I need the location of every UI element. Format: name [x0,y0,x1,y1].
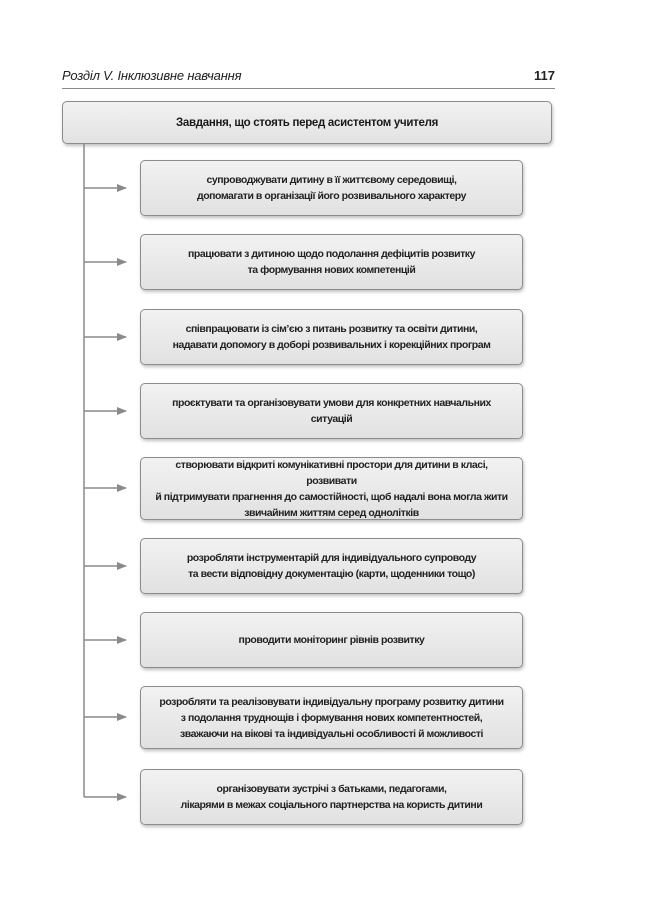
task-text: супроводжувати дитину в її життєвому середовищі, допомагати в організації його розвивального характеру [196,174,467,202]
diagram-title: Завдання, що стоять перед асистентом учителя [175,116,438,129]
task-box-6 [140,538,523,594]
task-box-1 [140,160,523,216]
task-text: проєктувати та організовувати умови для конкретних навчальних ситуацій [172,397,491,425]
task-text: створювати відкриті комунікативні простори для дитини в класі, розвивати й підтримувати прагнення до самостійності, щоб надалі вона могла жити звичайним життям серед однолітків [155,458,508,519]
task-text: розробляти та реалізовувати індивідуальну програму розвитку дитини з подолання труднощів і формування нових компетентностей, зважаючи на вікові та індивідуальні особливості й можливості [159,695,504,740]
page-number: 117 [534,68,555,83]
task-text: працювати з дитиною щодо подолання дефіцитів розвитку та формування нових компетенцій [187,248,475,276]
task-box-5 [140,457,523,520]
task-box-3 [140,309,523,365]
task-text: організовувати зустрічі з батьками, педагогами, лікарями в межах соціального партнерства на користь дитини [180,783,483,811]
task-box-8 [140,686,523,749]
section-title: Розділ V. Інклюзивне навчання [62,68,242,83]
task-box-7 [140,612,523,668]
task-text: співпрацювати із сім’єю з питань розвитку та освіти дитини, надавати допомогу в доборі розвивальних і корекційних програм [172,323,491,351]
task-text: проводити моніторинг рівнів розвитку [238,634,425,646]
task-box-9 [140,769,523,825]
task-box-4 [140,383,523,439]
task-box-2 [140,234,523,290]
task-text: розробляти інструментарій для індивідуального супроводу та вести відповідну документацію (карти, щоденники тощо) [186,552,477,580]
